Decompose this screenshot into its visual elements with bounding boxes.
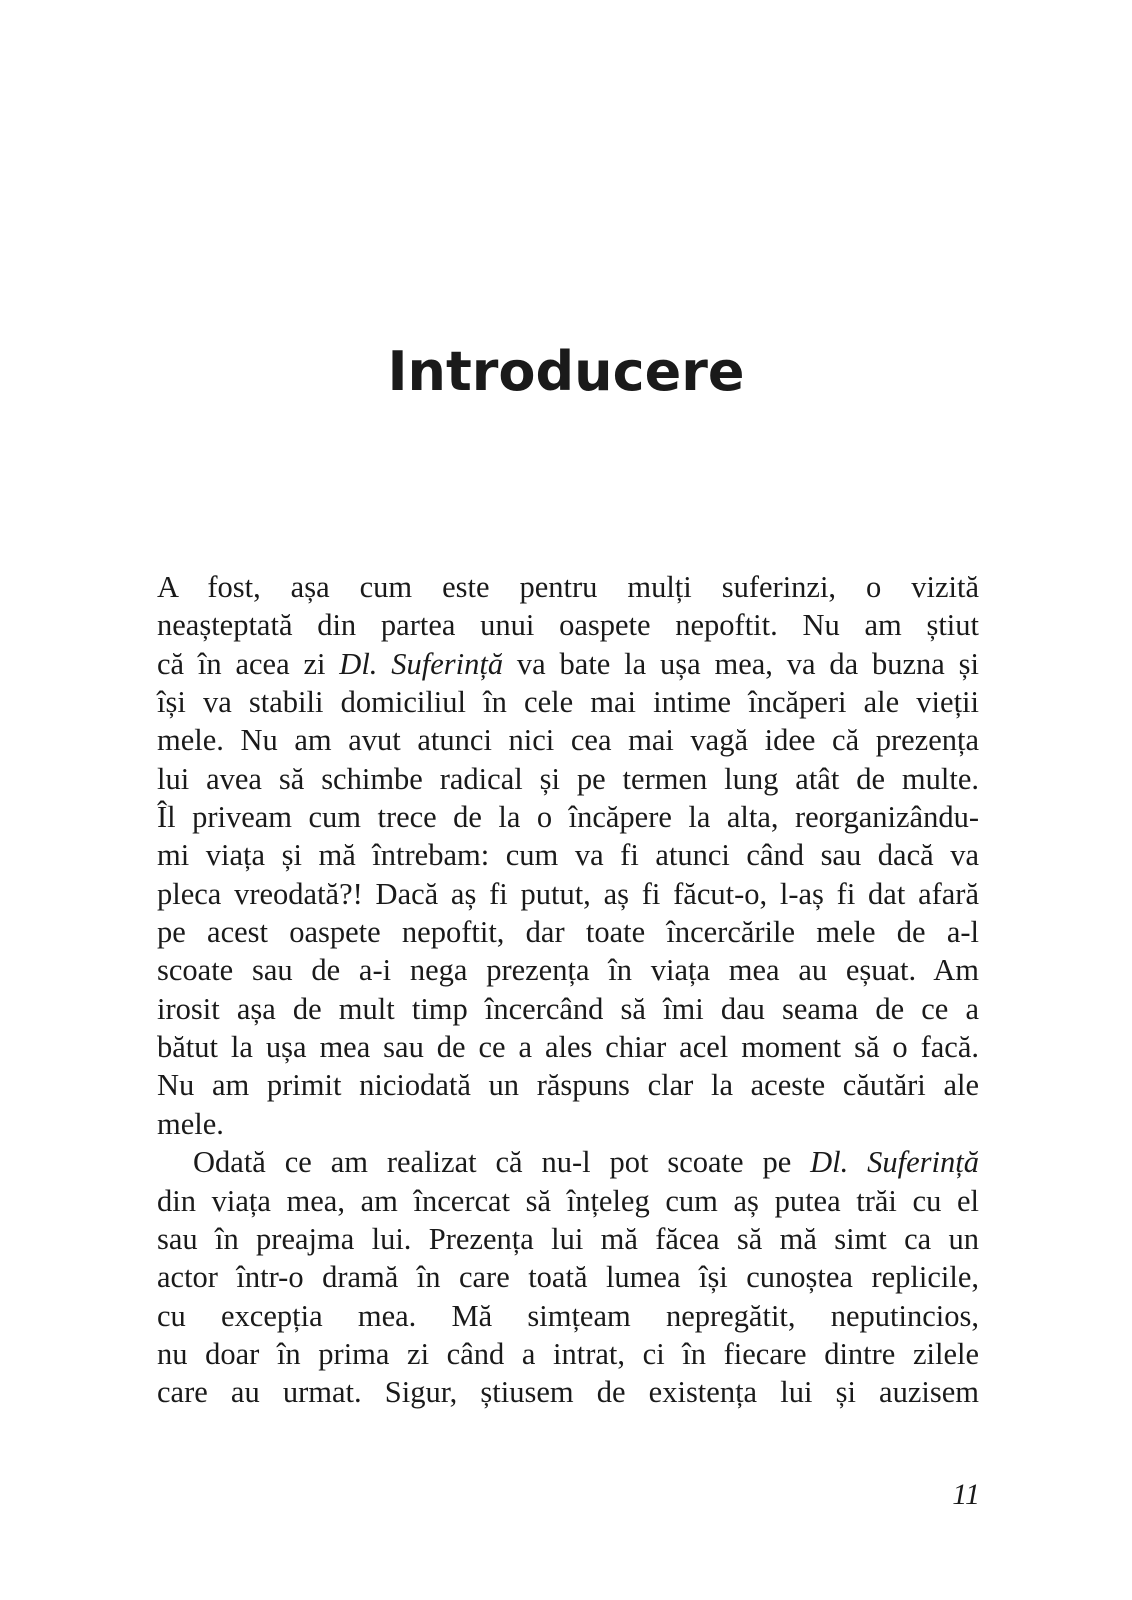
text-line: pleca vreodată?! Dacă aș fi putut, aș fi făcut-o, l-aș fi dat afară — [157, 876, 979, 911]
text-segment: va bate la ușa mea, va da buzna și — [503, 646, 979, 681]
text-line: din viața mea, am încercat să înțeleg cum aș putea trăi cu el — [157, 1183, 979, 1218]
text-line: Îl priveam cum trece de la o încăpere la alta, reorganizându- — [157, 800, 979, 835]
text-line — [157, 645, 979, 683]
text-line: sau în preajma lui. Prezența lui mă făcea să mă simt ca un — [157, 1221, 979, 1256]
text-line: cu excepția mea. Mă simțeam nepregătit, neputincios, — [157, 1298, 979, 1333]
italic-name: Dl. Suferință — [339, 646, 504, 681]
text-line: actor într-o dramă în care toată lumea își cunoștea replicile, — [157, 1260, 979, 1295]
text-line: mele. Nu am avut atunci nici cea mai vagă idee că prezența — [157, 723, 979, 758]
text-segment: Odată ce am realizat că nu-l pot scoate pe — [193, 1145, 811, 1180]
text-line: A fost, așa cum este pentru mulți suferinzi, o vizită — [157, 570, 979, 604]
body-text — [157, 568, 979, 1412]
text-line: irosit așa de mult timp încercând să îmi dau seama de ce a — [157, 991, 979, 1026]
text-line: își va stabili domiciliul în cele mai intime încăperi ale vieții — [157, 685, 979, 720]
text-line: pe acest oaspete nepoftit, dar toate încercările mele de a-l — [157, 915, 979, 950]
text-line: neașteptată din partea unui oaspete nepoftit. Nu am știut — [157, 608, 979, 643]
text-line — [157, 1143, 979, 1181]
page-title: Introducere — [387, 340, 745, 403]
text-segment: că în acea zi — [157, 646, 340, 681]
text-line: scoate sau de a-i nega prezența în viața mea au eșuat. Am — [157, 953, 979, 988]
page-number: 11 — [952, 1478, 980, 1511]
text-line: mele. — [157, 1106, 224, 1141]
italic-name: Dl. Suferință — [810, 1145, 979, 1180]
text-line: lui avea să schimbe radical și pe termen lung atât de multe. — [157, 761, 979, 796]
text-line: mi viața și mă întrebam: cum va fi atunci când sau dacă va — [157, 838, 979, 873]
text-line: nu doar în prima zi când a intrat, ci în fiecare dintre zilele — [157, 1336, 979, 1371]
text-line: Nu am primit niciodată un răspuns clar la aceste căutări ale — [157, 1068, 979, 1103]
text-line: bătut la ușa mea sau de ce a ales chiar acel moment să o facă. — [157, 1030, 979, 1065]
text-line: care au urmat. Sigur, știusem de existența lui și auzisem — [157, 1375, 979, 1410]
